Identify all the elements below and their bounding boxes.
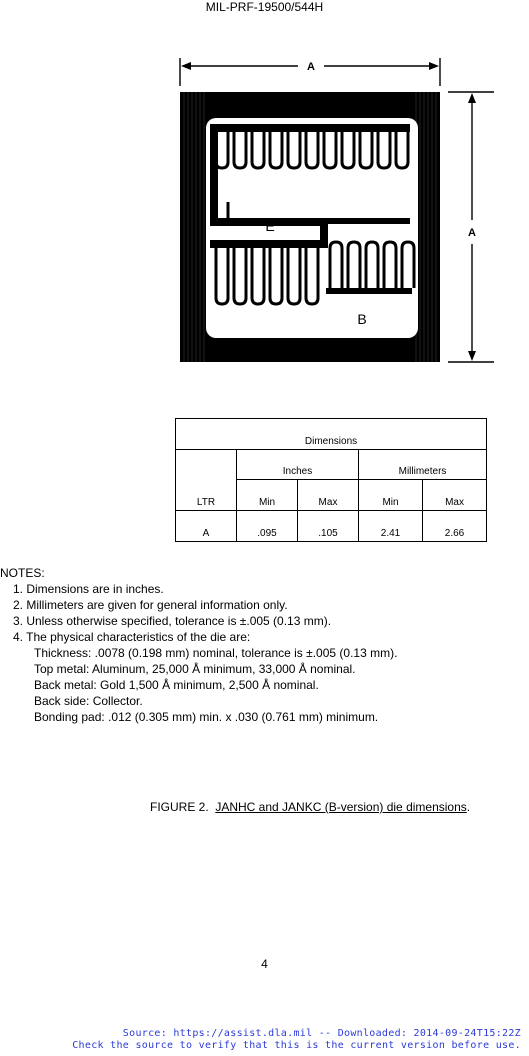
table-cell-in-max: .105 — [298, 511, 359, 542]
note-item: 1. Dimensions are in inches. — [13, 582, 164, 596]
table-title: Dimensions — [176, 419, 487, 450]
notes-title: NOTES: — [0, 566, 45, 580]
table-header-in-min: Min — [237, 480, 298, 511]
table-header-inches: Inches — [237, 450, 359, 480]
table-header-in-max: Max — [298, 480, 359, 511]
page-number: 4 — [261, 957, 268, 971]
source-line: Source: https://assist.dla.mil -- Downloaded: 2014-09-24T15:22Z — [122, 1028, 521, 1039]
table-cell-mm-max: 2.66 — [423, 511, 487, 542]
table-header-mm-min: Min — [359, 480, 423, 511]
source-verify-line: Check the source to verify that this is the current version before use. — [72, 1040, 521, 1051]
note-sub-item: Top metal: Aluminum, 25,000 Å minimum, 33,000 Å nominal. — [34, 662, 356, 676]
notes-section — [0, 565, 520, 725]
table-header-millimeters: Millimeters — [359, 450, 487, 480]
note-item: 4. The physical characteristics of the die are: — [13, 630, 251, 644]
figure-caption — [150, 800, 470, 814]
note-item: 2. Millimeters are given for general information only. — [13, 598, 288, 612]
base-metal — [326, 288, 412, 294]
dimensions-table — [175, 418, 487, 542]
note-sub-item: Back side: Collector. — [34, 694, 143, 708]
source-footer — [72, 1028, 521, 1052]
caption-prefix: FIGURE 2. — [150, 800, 216, 814]
table-cell-ltr: A — [176, 511, 237, 542]
table-row — [176, 511, 487, 542]
table-header-ltr: LTR — [176, 450, 237, 511]
region-label-base: B — [357, 311, 367, 327]
die-drawing — [170, 52, 510, 372]
table-cell-in-min: .095 — [237, 511, 298, 542]
document-number: MIL-PRF-19500/544H — [205, 0, 324, 14]
dimension-label-vertical: A — [468, 227, 476, 239]
table-header-mm-max: Max — [423, 480, 487, 511]
note-sub-item: Thickness: .0078 (0.198 mm) nominal, tolerance is ±.005 (0.13 mm). — [34, 646, 398, 660]
note-item: 3. Unless otherwise specified, tolerance is ±.005 (0.13 mm). — [13, 614, 332, 628]
caption-suffix: . — [466, 800, 471, 814]
dimension-label-horizontal: A — [307, 61, 315, 73]
region-label-emitter: E — [265, 218, 275, 234]
note-sub-item: Back metal: Gold 1,500 Å minimum, 2,500 Å nominal. — [34, 678, 319, 692]
caption-title: JANHC and JANKC (B-version) die dimensions — [215, 800, 467, 814]
table-cell-mm-min: 2.41 — [359, 511, 423, 542]
note-sub-item: Bonding pad: .012 (0.305 mm) min. x .030 (0.761 mm) minimum. — [34, 710, 379, 724]
